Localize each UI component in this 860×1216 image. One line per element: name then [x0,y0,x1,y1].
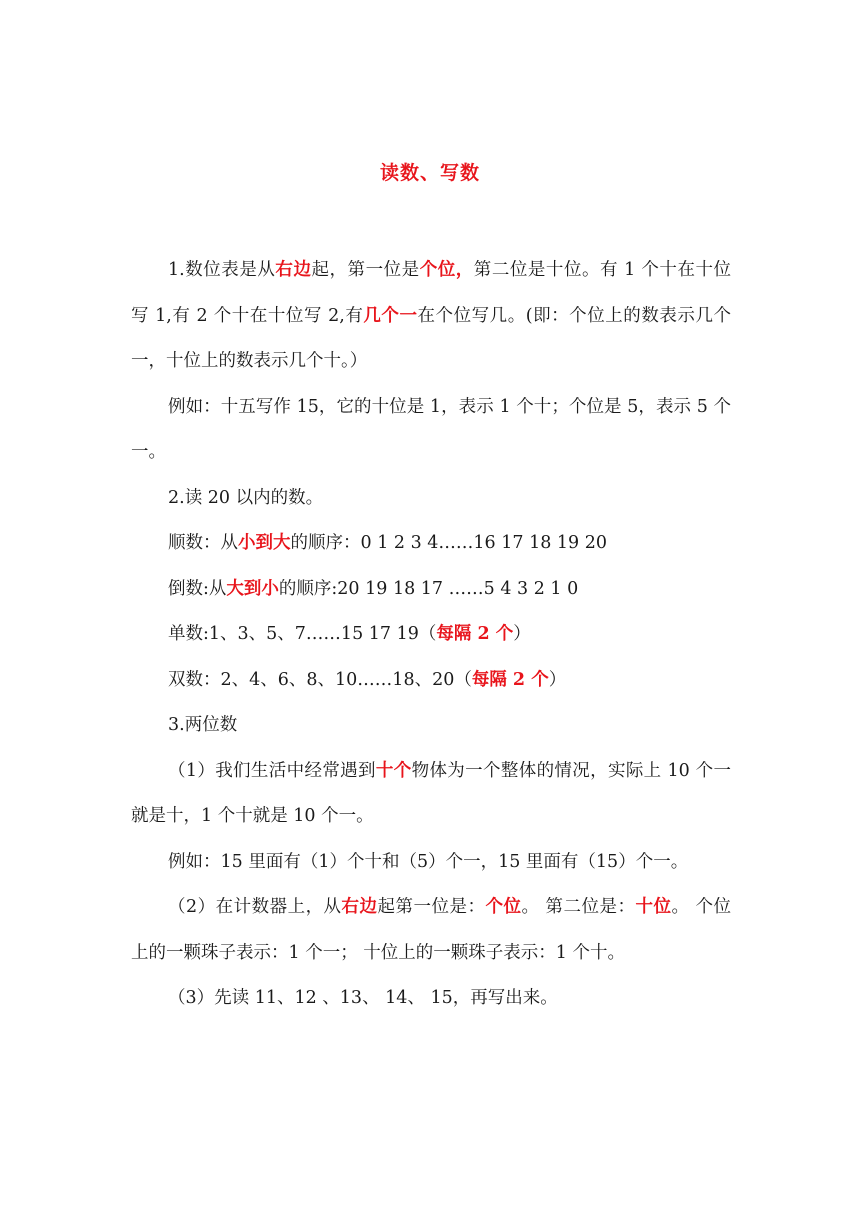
text: （2）在计数器上，从 [168,897,342,917]
highlight-tens-place: 十位 [635,897,672,917]
text: 。 第二位是： [521,897,636,917]
odd-numbers-line [131,612,731,658]
section-1-paragraph [131,248,731,385]
text: ） [513,624,531,644]
text: 顺数：从 [168,533,238,553]
text: 的顺序:20 19 18 17 ……5 4 3 2 1 0 [278,578,579,599]
section-3-paragraph-3: （3）先读 11、12 、13、 14、 15，再写出来。 [168,988,558,1008]
highlight-ten-items: 十个 [375,760,412,781]
highlight-large-to-small: 大到小 [226,578,279,599]
text: 单数:1、3、5、7……15 17 19（ [168,624,437,644]
document-title: 读数、写数 [379,162,480,184]
text: ） [548,669,567,690]
highlight-small-to-large: 小到大 [238,533,291,553]
section-3-example: 例如：15 里面有（1）个十和（5）个一，15 里面有（15）个一。 [168,851,689,872]
text: 起第一位是： [377,897,486,917]
text: 。 个位上的一颗珠子表示：1 个一； 十位上的一颗珠子表示：1 个十。 [131,897,732,963]
section-3-paragraph-2 [131,885,731,976]
text: 在个位写几。(即：个位上的数表示几个一，十位上的数表示几个十。） [131,305,732,371]
even-numbers-line [131,658,731,704]
text: （1）我们生活中经常遇到 [168,760,376,781]
text: 物体为一个整体的情况，实际上 10 个一就是十，1 个十就是 10 个一。 [131,760,731,826]
text: 第二位是十位。有 1 个十在十位写 1,有 2 个十在十位写 2,有 [131,260,732,326]
text: 起，第一位是 [311,260,420,280]
section-1-example: 例如：十五写作 15，它的十位是 1，表示 1 个十；个位是 5，表示 5 个一。 [131,396,731,462]
highlight-every-two: 每隔 2 个 [471,669,549,690]
highlight-ones-place: 个位 [485,897,522,917]
highlight-right-side: 右边 [275,260,312,280]
highlight-ones-place: 个位， [419,260,474,280]
text: 倒数:从 [168,578,227,599]
section-3-paragraph-1 [131,749,731,840]
highlight-right-side: 右边 [341,897,378,917]
document-body [131,248,731,1022]
section-3-heading: 3.两位数 [168,715,238,735]
highlight-how-many-ones: 几个一 [363,305,418,326]
section-2-heading: 2.读 20 以内的数。 [168,487,324,508]
text: 双数：2、4、6、8、10……18、20（ [168,669,472,690]
highlight-every-two: 每隔 2 个 [436,624,514,644]
descending-count-line [131,567,731,613]
text: 1.数位表是从 [168,260,276,280]
ascending-count-line [131,521,731,567]
text: 的顺序：0 1 2 3 4……16 17 18 19 20 [290,533,608,553]
